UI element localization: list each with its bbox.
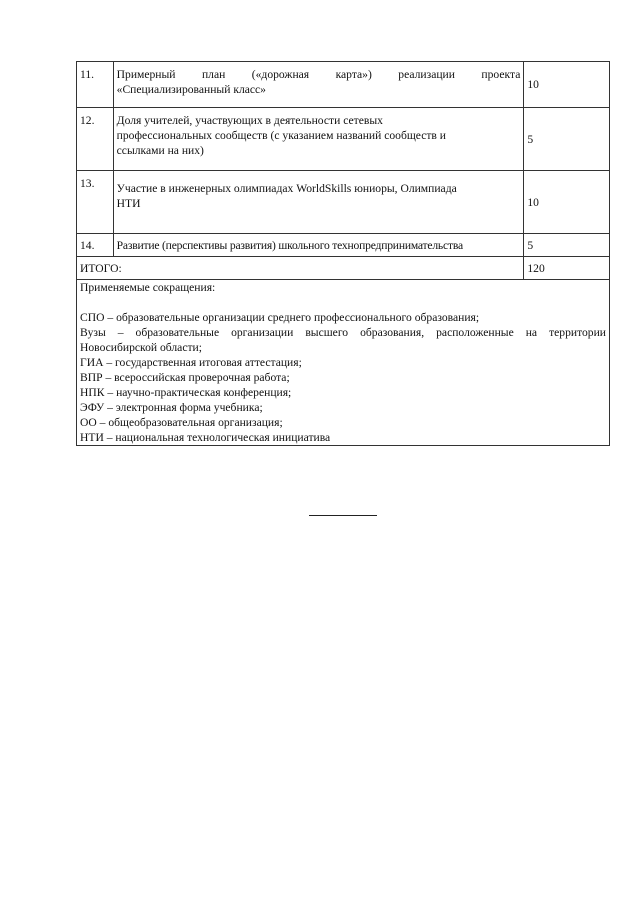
abbreviation-line: ОО – общеобразовательная организация; [80,416,283,429]
table-row [77,62,610,108]
row-description: Развитие (перспективы развития) школьного технопредпринимательства [113,234,524,257]
total-row [77,257,610,280]
abbreviation-line: ГИА – государственная итоговая аттестация; [80,356,302,369]
row-description-line: Участие в инженерных олимпиадах WorldSkills юниоры, Олимпиада [116,182,457,195]
row-number: 13. [77,171,114,234]
row-score: 10 [524,171,610,234]
abbreviation-line: ЭФУ – электронная форма учебника; [80,401,263,414]
row-description [113,62,524,108]
row-description-line: Доля учителей, участвующих в деятельности сетевых [116,114,383,127]
abbreviation-line: НПК – научно-практическая конференция; [80,386,292,399]
table-row [77,108,610,171]
abbreviation-line: Вузы – образовательные организации высшего образования, расположенные на территории [80,326,606,339]
row-score: 5 [524,234,610,257]
row-number: 11. [77,62,114,108]
row-score: 5 [524,108,610,171]
row-description [113,108,524,171]
abbreviation-line: ВПР – всероссийская проверочная работа; [80,371,290,384]
table-row [77,171,610,234]
total-score: 120 [524,257,610,280]
row-number: 12. [77,108,114,171]
abbreviation-line: Новосибирской области; [80,341,202,354]
row-description-line: НТИ [116,197,141,210]
abbreviations-title: Применяемые сокращения: [80,281,216,294]
abbreviation-line: НТИ – национальная технологическая инициатива [80,431,331,444]
row-description-line: профессиональных сообществ (с указанием названий сообществ и [116,129,447,142]
total-label: ИТОГО: [77,257,524,280]
row-description-line: Примерный план («дорожная карта») реализации проекта [116,68,521,81]
row-description [113,171,524,234]
criteria-table [76,61,610,446]
row-number: 14. [77,234,114,257]
abbreviations-row [77,280,610,446]
end-of-document-rule [309,515,377,516]
abbreviations-cell [77,280,610,446]
abbreviation-line: СПО – образовательные организации среднего профессионального образования; [80,311,480,324]
row-score: 10 [524,62,610,108]
row-description-line: «Специализированный класс» [116,83,266,96]
row-description-line: ссылками на них) [116,144,204,157]
table-row [77,234,610,257]
